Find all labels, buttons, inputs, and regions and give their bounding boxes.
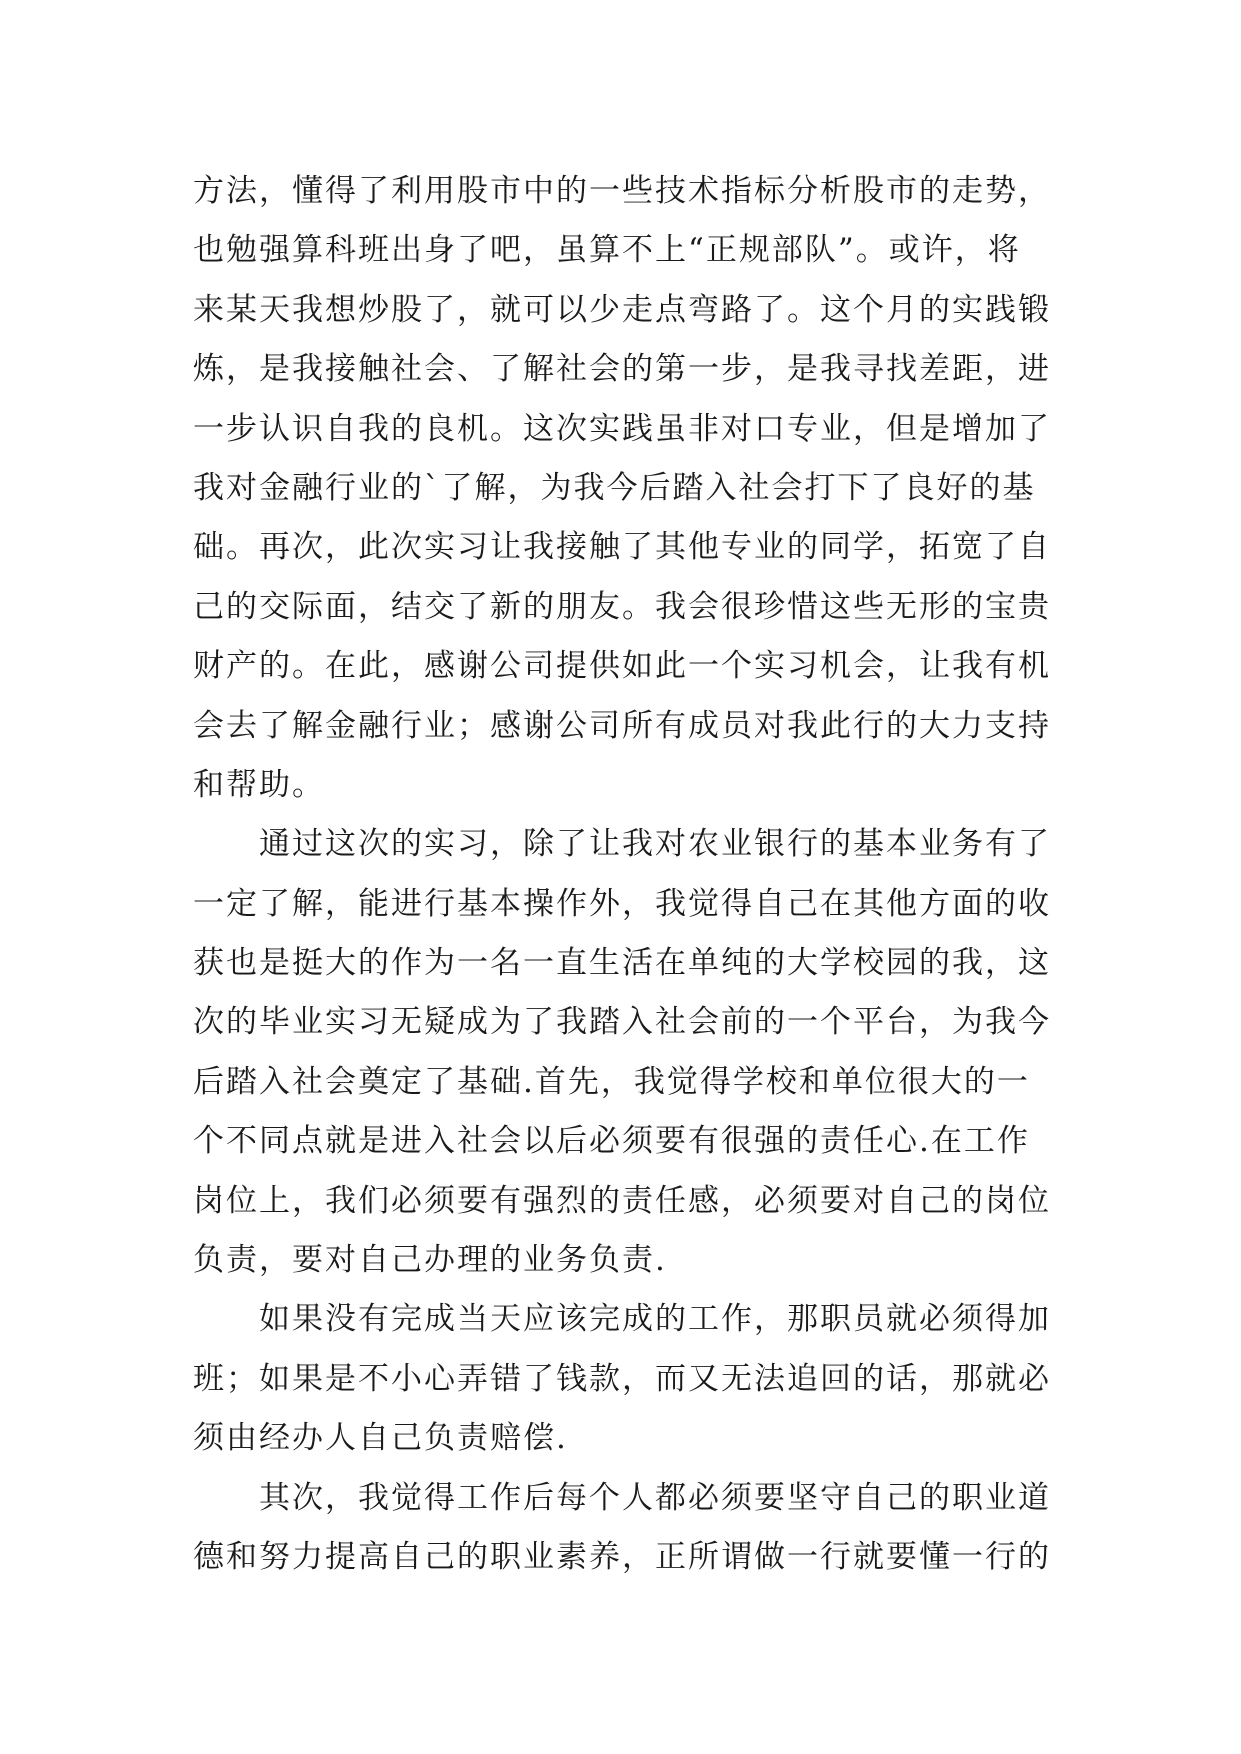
text-line: 获也是挺大的作为一名一直生活在单纯的大学校园的我，这 [193, 945, 1051, 982]
text-line: 德和努力提高自己的职业素养，正所谓做一行就要懂一行的 [193, 1538, 1051, 1575]
text-line: 后踏入社会奠定了基础.首先，我觉得学校和单位很大的一 [193, 1063, 1030, 1100]
text-line: 个不同点就是进入社会以后必须要有很强的责任心.在工作 [193, 1123, 1030, 1160]
text-line: 我对金融行业的`了解，为我今后踏入社会打下了良好的基 [193, 469, 1036, 506]
text-line: 方法，懂得了利用股市中的一些技术指标分析股市的走势， [193, 173, 1051, 209]
text-line: 其次，我觉得工作后每个人都必须要坚守自己的职业道 [259, 1479, 1051, 1516]
text-line: 一步认识自我的良机。这次实践虽非对口专业，但是增加了 [193, 410, 1051, 447]
text-line: 岗位上，我们必须要有强烈的责任感，必须要对自己的岗位 [193, 1182, 1051, 1219]
text-line: 和帮助。 [193, 766, 325, 803]
text-line: 通过这次的实习，除了让我对农业银行的基本业务有了 [259, 826, 1051, 863]
text-line: 须由经办人自己负责赔偿. [193, 1420, 568, 1457]
text-line: 一定了解，能进行基本操作外，我觉得自己在其他方面的收 [193, 885, 1051, 922]
text-line: 炼，是我接触社会、了解社会的第一步，是我寻找差距，进 [193, 351, 1051, 388]
text-line: 如果没有完成当天应该完成的工作，那职员就必须得加 [259, 1301, 1051, 1338]
text-line: 财产的。在此，感谢公司提供如此一个实习机会，让我有机 [193, 648, 1051, 685]
body-text [193, 162, 1063, 1587]
text-line: 也勉强算科班出身了吧，虽算不上“正规部队”。或许，将 [193, 232, 1021, 269]
text-line: 班；如果是不小心弄错了钱款，而又无法追回的话，那就必 [193, 1360, 1051, 1397]
text-line: 础。再次，此次实习让我接触了其他专业的同学，拓宽了自 [193, 529, 1051, 566]
text-line: 负责，要对自己办理的业务负责. [193, 1242, 667, 1279]
text-line: 次的毕业实习无疑成为了我踏入社会前的一个平台，为我今 [193, 1004, 1051, 1041]
text-line: 来某天我想炒股了，就可以少走点弯路了。这个月的实践锻 [193, 291, 1051, 328]
text-line: 会去了解金融行业；感谢公司所有成员对我此行的大力支持 [193, 707, 1051, 744]
text-line: 己的交际面，结交了新的朋友。我会很珍惜这些无形的宝贵 [193, 588, 1051, 625]
